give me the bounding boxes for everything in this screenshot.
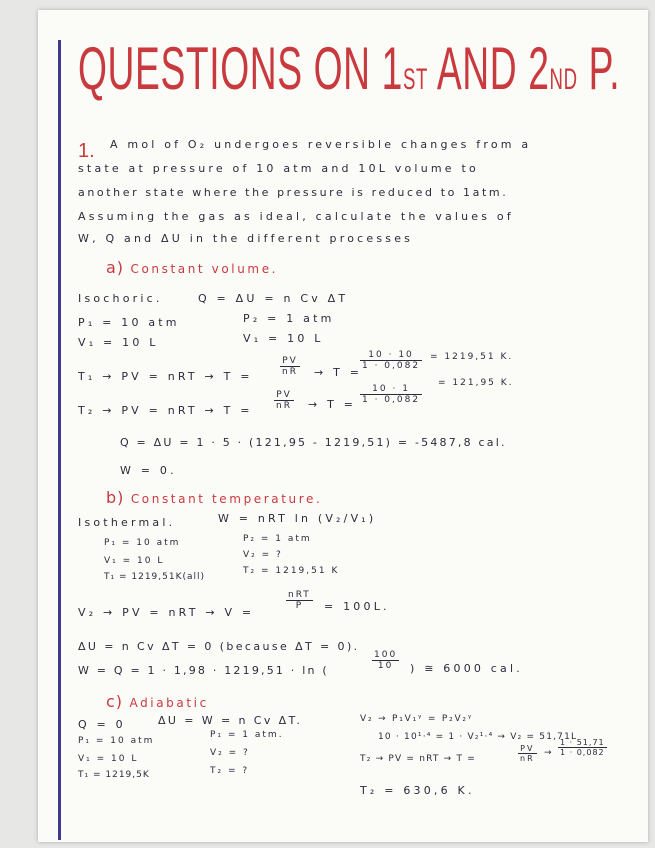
part-b-wq-result: ) ≅ 6000 cal. [410,662,523,675]
part-a-equation: Q = ΔU = n Cv ΔT [198,292,349,305]
part-b-wq-fraction-bottom: 10 [377,661,394,671]
part-a-t1-values [360,350,422,371]
question-line-5: W, Q and ΔU in the different processes [78,232,414,245]
part-a-t1-arrow: → T = [314,366,363,379]
part-a-type: Isochoric. [78,292,163,305]
part-c-t2: T₂ = ? [210,766,250,776]
page-margin-line [58,40,61,840]
part-c-p2: P₁ = 1 atm. [210,730,284,740]
title-st: ST [402,63,428,96]
part-b-wq-fraction [372,650,399,671]
part-a-t1-values-bottom: 1 · 0,082 [362,361,421,371]
title-end: P. [588,35,621,102]
part-b-v2-fraction [286,590,313,611]
part-c-t2-arrow: → [544,748,554,758]
part-a-t1-values-top: 10 · 10 [360,350,422,361]
part-a-w-result: W = 0. [120,464,177,477]
question-line-4: Assuming the gas as ideal, calculate the values of [78,210,514,223]
part-c-equation: ΔU = W = n Cv ΔT. [158,714,303,727]
question-line-3: another state where the pressure is reduced to 1atm. [78,186,509,199]
title-nd: ND [549,63,578,96]
part-a-t2-fraction-top: PV [274,390,294,401]
part-a-t1-equation: T₁ → PV = nRT → T = [78,370,253,383]
notebook-page [38,10,648,842]
question-line-2: state at pressure of 10 atm and 10L volume to [78,162,479,175]
part-c-t2-values-bottom: 1 · 0,082 [560,748,605,757]
part-c-letter: c) [106,692,124,711]
part-a-t2-values-top: 10 · 1 [360,384,422,395]
part-c-v2-result: 10 · 10¹·⁴ = 1 · V₂¹·⁴ → V₂ = 51,71L [378,732,578,742]
part-c-v2: V₂ = ? [210,748,250,758]
part-a-t2-result: = 121,95 K. [438,378,514,388]
part-c-t2-fraction-bottom: nR [520,754,535,763]
part-c-t2-result: T₂ = 630,6 K. [360,784,475,797]
part-a-v2: V₁ = 10 L [243,332,324,345]
page-title [78,32,621,106]
part-b-wq-fraction-top: 100 [374,650,398,660]
part-b-v2: V₂ = ? [243,550,283,560]
part-a-q-result: Q = ΔU = 1 · 5 · (121,95 - 1219,51) = -5487,8 cal. [120,436,507,449]
question-number: 1. [78,140,95,162]
part-a-t2-arrow: → T = [308,398,357,411]
part-c-t2-fraction-top: PV [518,744,537,754]
part-b-p1: P₁ = 10 atm [104,538,181,548]
part-b-title: Constant temperature. [130,492,323,506]
part-b-v2-result: = 100L. [324,600,390,613]
part-a-p2: P₂ = 1 atm [243,312,335,325]
part-b-p2: P₂ = 1 atm [243,534,312,544]
title-main: QUESTIONS ON 1 [78,35,403,102]
part-a-t2-values-bottom: 1 · 0,082 [362,395,421,405]
part-b-type: Isothermal. [78,516,176,529]
part-a-t1-result: = 1219,51 K. [430,352,514,362]
part-c-title: Adiabatic [129,696,209,710]
part-b-v2-fraction-bottom: P [295,601,304,611]
part-c-p1: P₁ = 10 atm [78,736,155,746]
part-c-t2-fraction [518,744,537,763]
part-a-letter: a) [106,258,125,277]
part-b-wq-equation: W = Q = 1 · 1,98 · 1219,51 · ln ( [78,664,329,677]
part-b-v2-fraction-top: nRT [288,590,311,600]
part-a-t2-fraction [274,390,294,411]
part-c-t2-values [558,738,607,757]
part-a-title: Constant volume. [130,262,279,276]
part-a-t2-fraction-bottom: nR [276,401,292,411]
part-c-poisson-equation: V₂ → P₁V₁ᵞ = P₂V₂ᵞ [360,714,473,724]
part-b-du-line: ΔU = n Cv ΔT = 0 (because ΔT = 0). [78,640,360,653]
part-c-t2-equation: T₂ → PV = nRT → T = [360,754,476,764]
part-a-t1-fraction-top: PV [280,356,300,367]
part-b-heading [106,488,322,507]
part-b-t1: T₁ = 1219,51K(all) [104,572,206,582]
question-line-1: A mol of O₂ undergoes reversible changes from a [110,138,532,151]
part-a-p1: P₁ = 10 atm [78,316,180,329]
part-b-letter: b) [106,488,125,507]
part-a-t2-equation: T₂ → PV = nRT → T = [78,404,253,417]
part-c-q: Q = 0 [78,718,126,731]
title-and2: AND 2 [436,35,550,102]
part-b-v2-equation: V₂ → PV = nRT → V = [78,606,255,619]
part-c-v1: V₁ = 10 L [78,754,139,764]
part-c-t2-values-top: 1 · 51,71 [560,738,605,747]
part-b-equation: W = nRT ln (V₂/V₁) [218,512,377,525]
part-b-v1: V₁ = 10 L [104,556,165,566]
part-c-heading [106,692,209,711]
part-a-heading [106,258,278,277]
part-a-t1-fraction-bottom: nR [282,367,298,377]
part-b-t2: T₂ = 1219,51 K [243,566,340,576]
part-a-v1: V₁ = 10 L [78,336,159,349]
part-c-t1: T₁ = 1219,5K [78,770,150,780]
part-a-t1-fraction [280,356,300,377]
part-a-t2-values [360,384,422,405]
